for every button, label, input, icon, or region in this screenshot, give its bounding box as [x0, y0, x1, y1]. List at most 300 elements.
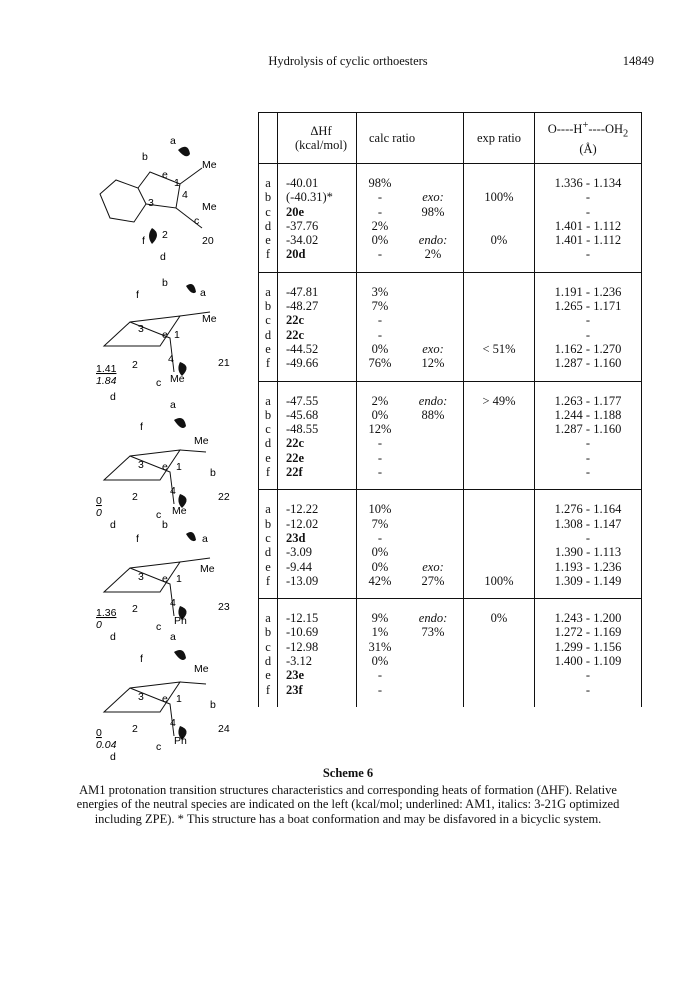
svg-text:1: 1 [176, 573, 182, 585]
exp-ratio [464, 285, 534, 299]
distance-value: - [585, 247, 591, 262]
svg-text:2: 2 [132, 359, 138, 371]
calc-ratio: - [377, 450, 383, 465]
calc-ratio-group: endo: [418, 611, 448, 626]
svg-text:a: a [202, 533, 208, 545]
svg-text:d: d [110, 519, 116, 530]
table-block-22 [259, 381, 642, 490]
distance-value: 1.276 - 1.164 [554, 502, 622, 517]
svg-text:2: 2 [162, 229, 168, 241]
calc-ratio: 0% [371, 654, 389, 669]
header-calc-label [369, 113, 464, 164]
exp-ratio [464, 422, 534, 436]
distance-value: 1.336 - 1.134 [554, 176, 622, 190]
svg-text:Me: Me [194, 663, 209, 675]
svg-text:a: a [170, 400, 176, 411]
label: d [264, 545, 272, 560]
svg-text:f: f [136, 533, 139, 545]
svg-text:b: b [210, 699, 216, 711]
exp-ratio [464, 356, 534, 370]
calc-ratio-group: 27% [421, 573, 445, 588]
calc-ratio-group-cell [403, 490, 464, 599]
calc-ratio: 2% [371, 218, 389, 233]
svg-text:20: 20 [202, 235, 214, 247]
calc-ratio: - [377, 682, 383, 697]
svg-text:a: a [170, 135, 176, 147]
distance-value: 1.244 - 1.188 [554, 407, 622, 422]
calc-ratio-group [403, 654, 463, 668]
svg-text:Ph: Ph [174, 615, 187, 627]
hf-value: -40.01 [286, 176, 319, 190]
svg-text:e: e [162, 169, 168, 181]
svg-text:a: a [170, 632, 176, 643]
header-distance-line2: (Å) [579, 142, 597, 157]
calc-ratio: 31% [368, 639, 392, 654]
distance-value: - [585, 530, 591, 545]
table-block-21 [259, 272, 642, 381]
svg-text:4: 4 [170, 597, 176, 609]
structure-23 [90, 512, 260, 640]
table-block-23 [259, 490, 642, 599]
calc-ratio-group [403, 451, 463, 465]
calc-ratio-group [403, 176, 463, 190]
header-hf-line1: ΔHf [310, 123, 332, 138]
label: d [264, 436, 272, 451]
hf-value: -37.76 [286, 218, 319, 233]
calc-ratio: 0% [371, 559, 389, 574]
svg-text:Me: Me [170, 373, 185, 385]
dist-sup: + [582, 120, 589, 132]
label: a [265, 502, 271, 517]
calc-ratio-group [403, 517, 463, 531]
distance-value: - [585, 668, 591, 683]
svg-text:22: 22 [218, 491, 230, 503]
exp-ratio: 0% [490, 233, 508, 248]
svg-text:e: e [162, 573, 168, 585]
exp-ratio [464, 176, 534, 190]
calc-ratio-cell [357, 272, 404, 381]
calc-ratio: - [377, 530, 383, 545]
distance-value: 1.272 - 1.169 [554, 625, 622, 640]
svg-text:d: d [110, 751, 116, 762]
header-exp: exp ratio [464, 113, 535, 164]
exp-ratio-cell [464, 381, 535, 490]
svg-text:0: 0 [96, 619, 102, 631]
structure-24 [90, 632, 260, 760]
hf-value: 20d [286, 247, 306, 262]
label: b [264, 516, 272, 531]
distance-value: 1.309 - 1.149 [554, 573, 622, 588]
label-cell [259, 599, 278, 707]
svg-text:e: e [162, 693, 168, 705]
scheme-caption [60, 766, 636, 826]
svg-text:Me: Me [172, 505, 187, 517]
distance-value: - [585, 682, 591, 697]
header-distance-line1 [535, 119, 641, 142]
calc-ratio: 1% [371, 625, 389, 640]
label: f [265, 465, 271, 480]
calc-ratio: 76% [368, 356, 392, 371]
label: f [265, 247, 271, 262]
label: a [265, 611, 271, 626]
distance-value: 1.401 - 1.112 [554, 218, 622, 233]
svg-text:b: b [162, 519, 168, 531]
label-cell [259, 381, 278, 490]
calc-ratio-group [403, 328, 463, 342]
dist-b: ----OH [588, 122, 624, 137]
svg-text:3: 3 [138, 323, 144, 335]
caption-text: AM1 protonation transition structures characteristics and corresponding heats of formation (ΔHF). Relative energies of the neutral species are indicated on the left (kcal/mol; underlined: AM1, italics: 3-21G optimized including ZPE). * This structure has a boat conformation and may be disfavored in a bicyclic system. [76, 782, 620, 826]
distance-value: 1.308 - 1.147 [554, 516, 622, 531]
label-cell [259, 164, 278, 273]
calc-ratio-group: 12% [421, 356, 445, 371]
distance-value: 1.162 - 1.270 [554, 341, 622, 356]
exp-ratio [464, 654, 534, 668]
hf-value: -34.02 [286, 233, 319, 248]
calc-ratio: - [377, 465, 383, 480]
hf-value: -3.09 [286, 545, 313, 560]
label: e [265, 233, 271, 248]
structure-20 [90, 132, 260, 260]
table-header-row [259, 113, 642, 164]
calc-ratio-cell [357, 381, 404, 490]
distance-value: 1.299 - 1.156 [554, 639, 622, 654]
hf-value: -47.55 [286, 393, 319, 408]
scheme-table [258, 112, 642, 707]
svg-text:b: b [142, 151, 148, 163]
svg-text:Me: Me [200, 563, 215, 575]
label: d [264, 654, 272, 669]
calc-ratio: - [377, 204, 383, 219]
calc-ratio: - [377, 436, 383, 451]
svg-text:24: 24 [218, 723, 230, 735]
calc-ratio: - [377, 247, 383, 262]
svg-text:23: 23 [218, 601, 230, 613]
svg-text:d: d [110, 391, 116, 403]
calc-ratio-group [403, 285, 463, 299]
distance-value: 1.287 - 1.160 [554, 356, 622, 371]
distance-value-cell [535, 381, 642, 490]
hf-value-cell [278, 381, 357, 490]
svg-text:1: 1 [174, 177, 180, 189]
distance-value: 1.400 - 1.109 [554, 654, 622, 669]
label: b [264, 625, 272, 640]
svg-text:c: c [194, 215, 200, 227]
calc-ratio-group [403, 502, 463, 516]
svg-text:c: c [156, 621, 162, 633]
svg-text:f: f [136, 289, 139, 301]
svg-text:0: 0 [96, 495, 102, 507]
exp-ratio [464, 328, 534, 342]
distance-value: - [585, 465, 591, 480]
calc-ratio-group: endo: [418, 393, 448, 408]
svg-text:3: 3 [138, 459, 144, 471]
label: c [265, 639, 271, 654]
svg-text:f: f [140, 421, 143, 433]
calc-ratio: 98% [368, 176, 392, 190]
hf-value-cell [278, 599, 357, 707]
calc-ratio: 0% [371, 341, 389, 356]
hf-value: -49.66 [286, 356, 319, 371]
label: f [265, 573, 271, 588]
exp-ratio [464, 545, 534, 559]
svg-text:1.36: 1.36 [96, 607, 117, 619]
hf-value: -13.09 [286, 573, 319, 588]
page-header [0, 54, 696, 74]
calc-ratio-group [403, 465, 463, 479]
hf-value: -10.69 [286, 625, 319, 640]
dist-sub: 2 [623, 129, 629, 141]
calc-ratio-group: exo: [422, 190, 444, 205]
calc-ratio-group: 73% [421, 625, 445, 640]
label: d [264, 327, 272, 342]
hf-value: (-40.31)* [286, 190, 333, 205]
label-cell [259, 490, 278, 599]
exp-ratio [464, 668, 534, 682]
exp-ratio [464, 531, 534, 545]
distance-value-cell [535, 490, 642, 599]
calc-ratio-group-cell [403, 272, 464, 381]
calc-ratio-group [403, 313, 463, 327]
label: f [265, 682, 271, 697]
distance-value: 1.243 - 1.200 [554, 611, 622, 626]
calc-ratio-group [403, 683, 463, 697]
svg-text:Me: Me [202, 201, 217, 213]
calc-ratio-group [403, 640, 463, 654]
label: e [265, 341, 271, 356]
svg-text:d: d [110, 631, 116, 642]
calc-ratio: - [377, 668, 383, 683]
svg-text:3: 3 [138, 571, 144, 583]
svg-text:Ph: Ph [174, 735, 187, 747]
svg-text:21: 21 [218, 357, 230, 369]
svg-text:4: 4 [168, 353, 174, 365]
svg-text:1.84: 1.84 [96, 375, 117, 387]
distance-value: 1.191 - 1.236 [554, 284, 622, 299]
exp-ratio-cell [464, 164, 535, 273]
label-cell [259, 272, 278, 381]
label: c [265, 422, 271, 437]
label: c [265, 204, 271, 219]
svg-text:0: 0 [96, 507, 102, 519]
table-block-20 [259, 164, 642, 273]
svg-text:e: e [162, 461, 168, 473]
hf-value: 22c [286, 436, 305, 451]
header-distance [535, 113, 642, 164]
calc-ratio: 9% [371, 611, 389, 626]
svg-text:2: 2 [132, 603, 138, 615]
distance-value: 1.265 - 1.171 [554, 299, 622, 314]
hf-value: -45.68 [286, 407, 319, 422]
header-hf-line2: (kcal/mol) [294, 138, 348, 152]
svg-text:a: a [200, 287, 206, 299]
distance-value: - [585, 313, 591, 328]
running-title: Hydrolysis of cyclic orthoesters [268, 54, 428, 68]
label: d [264, 218, 272, 233]
svg-text:2: 2 [132, 723, 138, 735]
svg-text:3: 3 [148, 197, 154, 209]
calc-ratio-group-cell [403, 164, 464, 273]
calc-ratio-group: exo: [422, 341, 444, 356]
exp-ratio [464, 683, 534, 697]
svg-text:c: c [156, 377, 162, 389]
svg-text:4: 4 [182, 189, 188, 201]
svg-text:f: f [140, 653, 143, 665]
exp-ratio [464, 219, 534, 233]
calc-ratio-group [403, 668, 463, 682]
svg-text:4: 4 [170, 485, 176, 497]
calc-ratio-group-cell [403, 381, 464, 490]
label: e [265, 450, 271, 465]
calc-ratio: - [377, 313, 383, 328]
calc-ratio: 0% [371, 233, 389, 248]
exp-ratio-cell [464, 490, 535, 599]
calc-ratio-group: 88% [421, 407, 445, 422]
distance-value: 1.193 - 1.236 [554, 559, 622, 574]
svg-text:1: 1 [174, 329, 180, 341]
exp-ratio-cell [464, 272, 535, 381]
exp-ratio: 0% [490, 611, 508, 626]
page-number: 14849 [622, 54, 654, 68]
exp-ratio [464, 247, 534, 261]
calc-ratio-cell [357, 599, 404, 707]
calc-ratio: - [377, 190, 383, 205]
label: c [265, 530, 271, 545]
svg-text:c: c [156, 509, 162, 521]
label: e [265, 668, 271, 683]
hf-value: -9.44 [286, 559, 313, 574]
svg-text:b: b [162, 277, 168, 289]
hf-value: -48.27 [286, 299, 319, 314]
label: a [265, 284, 271, 299]
svg-text:1.41: 1.41 [96, 363, 117, 375]
hf-value: -44.52 [286, 341, 319, 356]
hf-value: -12.22 [286, 502, 319, 517]
svg-text:e: e [162, 329, 168, 341]
calc-ratio-group-cell [403, 599, 464, 707]
calc-ratio: 12% [368, 422, 392, 437]
calc-ratio-cell [357, 490, 404, 599]
label: a [265, 176, 271, 190]
calc-ratio: 7% [371, 299, 389, 314]
caption-title: Scheme 6 [322, 766, 374, 780]
dist-a: O----H [547, 122, 583, 137]
hf-value: -47.81 [286, 284, 319, 299]
svg-text:Me: Me [202, 313, 217, 325]
distance-value: - [585, 450, 591, 465]
calc-ratio: 3% [371, 284, 389, 299]
hf-value-cell [278, 164, 357, 273]
svg-text:1: 1 [176, 461, 182, 473]
calc-ratio-group [403, 299, 463, 313]
distance-value: - [585, 327, 591, 342]
calc-ratio-group [403, 545, 463, 559]
svg-text:1: 1 [176, 693, 182, 705]
svg-text:f: f [142, 235, 145, 247]
hf-value: 23e [286, 668, 305, 683]
hf-value: 23d [286, 530, 306, 545]
calc-ratio: 7% [371, 516, 389, 531]
distance-value: 1.287 - 1.160 [554, 422, 622, 437]
svg-text:2: 2 [132, 491, 138, 503]
calc-ratio-cell [357, 164, 404, 273]
svg-text:Me: Me [202, 159, 217, 171]
calc-ratio-group: endo: [418, 233, 448, 248]
hf-value: 22c [286, 327, 305, 342]
label: a [265, 393, 271, 408]
hf-value: -12.15 [286, 611, 319, 626]
svg-text:3: 3 [138, 691, 144, 703]
distance-value: 1.390 - 1.113 [554, 545, 622, 560]
hf-value-cell [278, 272, 357, 381]
exp-ratio [464, 640, 534, 654]
hf-value: 22f [286, 465, 303, 480]
exp-ratio [464, 313, 534, 327]
label: c [265, 313, 271, 328]
calc-ratio: 0% [371, 545, 389, 560]
exp-ratio [464, 465, 534, 479]
exp-ratio [464, 436, 534, 450]
hf-value: 20e [286, 204, 305, 219]
svg-text:Me: Me [194, 435, 209, 447]
table-block-24 [259, 599, 642, 707]
exp-ratio [464, 408, 534, 422]
hf-value: -12.98 [286, 639, 319, 654]
header-calc-text: calc ratio [369, 130, 416, 145]
svg-text:d: d [160, 251, 166, 262]
hf-value: -48.55 [286, 422, 319, 437]
exp-ratio [464, 502, 534, 516]
distance-value-cell [535, 272, 642, 381]
exp-ratio: 100% [484, 190, 514, 205]
distance-value: - [585, 436, 591, 451]
hf-value: 22c [286, 313, 305, 328]
calc-ratio-group [403, 531, 463, 545]
calc-ratio-group [403, 436, 463, 450]
structure-22 [90, 400, 260, 528]
exp-ratio [464, 451, 534, 465]
hf-value: 22e [286, 450, 305, 465]
exp-ratio [464, 560, 534, 574]
hf-value-cell [278, 490, 357, 599]
exp-ratio [464, 299, 534, 313]
header-label-col [259, 113, 278, 164]
header-hf [278, 113, 357, 164]
label: b [264, 190, 272, 205]
exp-ratio [464, 625, 534, 639]
distance-value: 1.401 - 1.112 [554, 233, 622, 248]
label: b [264, 299, 272, 314]
distance-value-cell [535, 599, 642, 707]
exp-ratio: 100% [484, 573, 514, 588]
calc-ratio: - [377, 327, 383, 342]
calc-ratio: 2% [371, 393, 389, 408]
hf-value: -12.02 [286, 516, 319, 531]
calc-ratio-group: exo: [422, 559, 444, 574]
exp-ratio [464, 205, 534, 219]
exp-ratio: < 51% [482, 341, 516, 356]
label: b [264, 407, 272, 422]
distance-value: 1.263 - 1.177 [554, 393, 622, 408]
calc-ratio: 42% [368, 573, 392, 588]
svg-text:c: c [156, 741, 162, 753]
hf-value: 23f [286, 682, 303, 697]
label: f [265, 356, 271, 371]
calc-ratio-group: 98% [421, 204, 445, 219]
distance-value-cell [535, 164, 642, 273]
structure-21 [90, 276, 260, 404]
distance-value: - [585, 204, 591, 219]
